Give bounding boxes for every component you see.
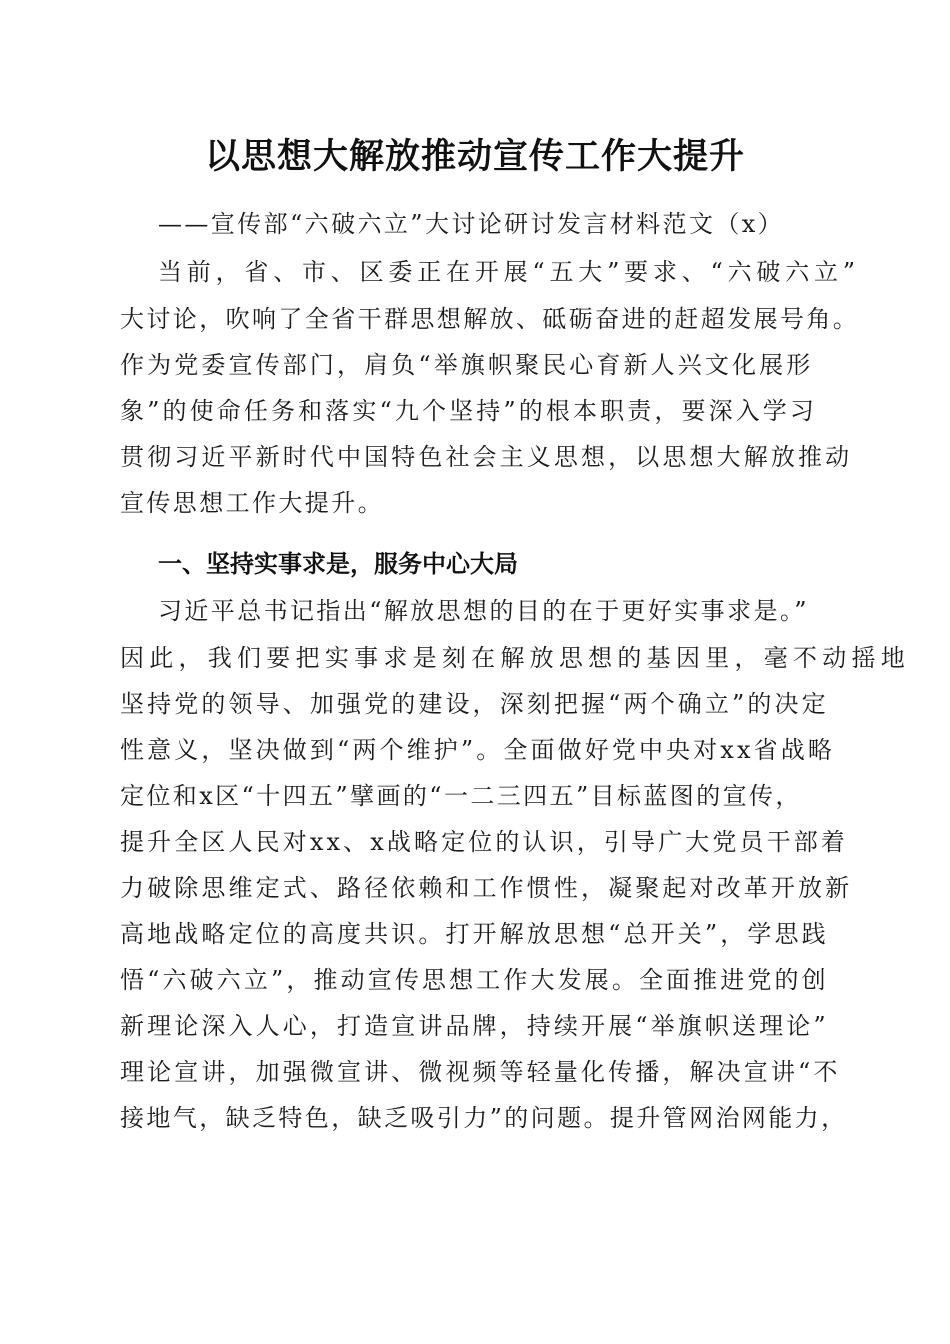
paragraph-line: 接地气，缺乏特色，缺乏吸引力”的问题。提升管网治网能力，: [120, 1104, 848, 1132]
paragraph-line: 坚持党的领导、加强党的建设，深刻把握“两个确立”的决定: [120, 690, 829, 718]
paragraph-line: 提升全区人民对xx、x战略定位的认识，引导广大党员干部着: [120, 828, 848, 856]
document-subtitle: ——宣传部“六破六立”大讨论研讨发言材料范文（x）: [158, 210, 785, 238]
paragraph-line: 力破除思维定式、路径依赖和工作惯性，凝聚起对改革开放新: [120, 874, 853, 902]
paragraph-line: 新理论深入人心，打造宣讲品牌，持续开展“举旗帜送理论”: [120, 1012, 829, 1040]
paragraph-line: 当前，省、市、区委正在开展“五大”要求、“六破六立”: [158, 258, 860, 286]
paragraph-line: 宣传思想工作大提升。: [120, 489, 384, 517]
paragraph-line: 象”的使命任务和落实“九个坚持”的根本职责，要深入学习: [120, 397, 818, 425]
paragraph-line: 悟“六破六立”，推动宣传思想工作大发展。全面推进党的创: [120, 966, 829, 994]
paragraph-line: 习近平总书记指出“解放思想的目的在于更好实事求是。”: [158, 597, 809, 625]
paragraph-line: 贯彻习近平新时代中国特色社会主义思想，以思想大解放推动: [120, 443, 853, 471]
document-title: 以思想大解放推动宣传工作大提升: [204, 136, 745, 177]
paragraph-line: 定位和x区“十四五”擘画的“一二三四五”目标蓝图的宣传，: [120, 782, 802, 810]
section-heading: 一、坚持实事求是，服务中心大局: [158, 550, 518, 578]
paragraph-line: 大讨论，吹响了全省干群思想解放、砥砺奋进的赶超发展号角。: [120, 305, 860, 333]
paragraph-line: 因此，我们要把实事求是刻在解放思想的基因里，毫不动摇地: [120, 644, 911, 672]
paragraph-line: 作为党委宣传部门，肩负“举旗帜聚民心育新人兴文化展形: [120, 351, 814, 379]
paragraph-line: 高地战略定位的高度共识。打开解放思想“总开关”，学思践: [120, 920, 829, 948]
paragraph-line: 性意义，坚决做到“两个维护”。全面做好党中央对xx省战略: [120, 736, 835, 764]
paragraph-line: 理论宣讲，加强微宣讲、微视频等轻量化传播，解决宣讲“不: [120, 1058, 841, 1086]
